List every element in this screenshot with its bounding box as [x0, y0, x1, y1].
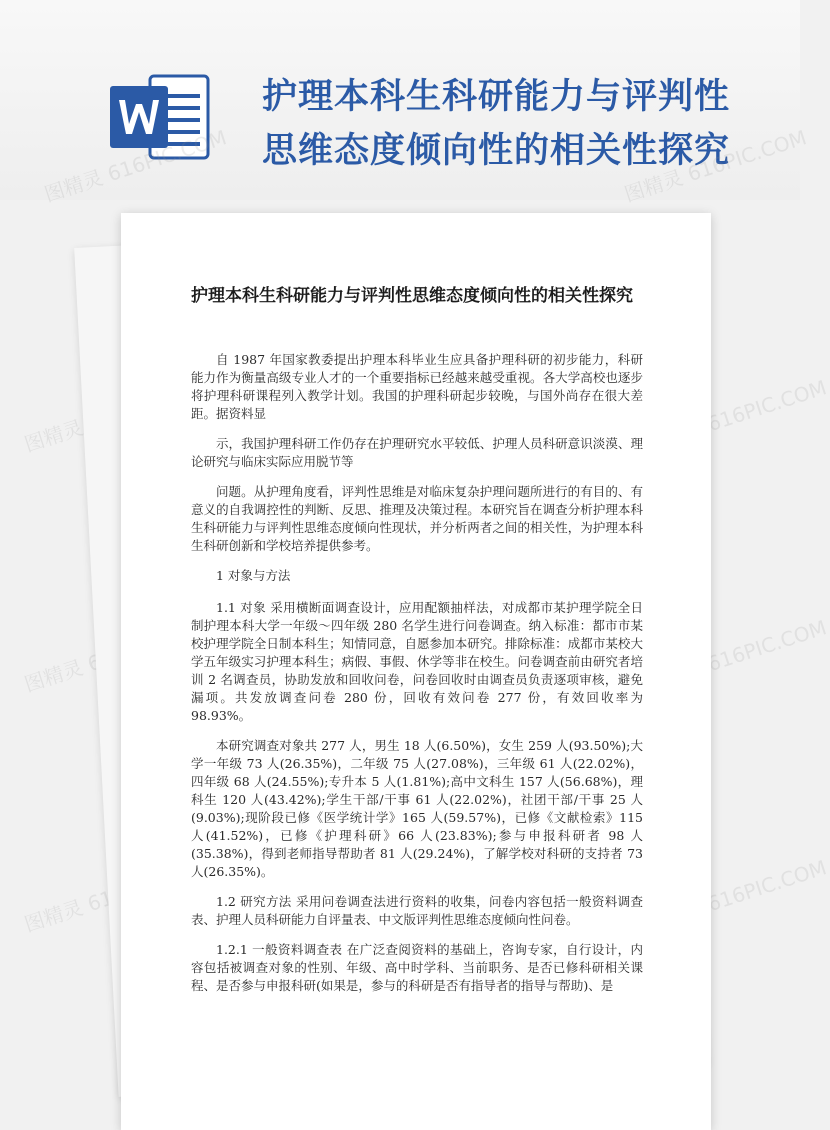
document-body: [191, 351, 643, 1007]
section-heading: 1 对象与方法: [216, 568, 291, 583]
paragraph: 自 1987 年国家教委提出护理本科毕业生应具备护理科研的初步能力，科研能力作为衡量高级专业人才的一个重要指标已经越来越受重视。各大学高校也逐步将护理科研课程列入教学计划。我国的护理科研起步较晚，与国外尚存在很大差距。据资料显: [191, 352, 643, 421]
banner: [0, 0, 800, 200]
watermark: 图精灵 616PIC.COM: [641, 615, 830, 697]
word-document-icon: [110, 72, 210, 162]
banner-title: [262, 70, 782, 178]
banner-title-line1: 护理本科生科研能力与评判性: [262, 77, 731, 117]
watermark: 图精灵 616PIC.COM: [641, 375, 830, 457]
paragraph: 1.2 研究方法 采用问卷调查法进行资料的收集，问卷内容包括一般资料调查表、护理人员科研能力自评量表、中文版评判性思维态度倾向性问卷。: [191, 894, 643, 927]
document-page: [121, 213, 711, 1130]
paragraph: 示，我国护理科研工作仍存在护理研究水平较低、护理人员科研意识淡漠、理论研究与临床实际应用脱节等: [191, 436, 643, 469]
watermark: 图精灵: [21, 655, 86, 697]
paragraph: 本研究调查对象共 277 人，男生 18 人(6.50%)，女生 259 人(93.50%);大学一年级 73 人(26.35%)，二年级 75 人(27.08%)，三年级 61 人(22.02%)，四年级 68 人(24.55%);专升本 5 人(1.81%);高中文科生 157 人(56.68%)，理科生 120 人(43.42%);学生干部/干事 61 人(22.02%)，社团干部/干事 25 人(9.03%);现阶段已修《医学统计学》165 人(59.57%)，已修《文献检索》115 人(41.52%)，已修《护理科研》66 人(23.83%);参与申报科研者 98 人(35.38%)，得到老师指导帮助者 81 人(29.24%)，了解学校对科研的支持者 73 人(26.35%)。: [191, 738, 643, 879]
paragraph: 1.1 对象 采用横断面调查设计，应用配额抽样法，对成都市某护理学院全日制护理本科大学一年级～四年级 280 名学生进行问卷调查。纳入标准：都市市某校护理学院全日制本科生；知情同意，自愿参加本研究。排除标准：成都市某校大学五年级实习护理本科生；病假、事假、休学等非在校生。问卷调查前由研究者培训 2 名调查员，协助发放和回收问卷，问卷回收时由调查员负责逐项审核，避免漏项。共发放调查问卷 280 份，回收有效问卷 277 份，有效回收率为 98.93%。: [191, 600, 643, 723]
watermark: 图精灵 616PIC.COM: [641, 855, 830, 937]
paragraph: 问题。从护理角度看，评判性思维是对临床复杂护理问题所进行的有目的、有意义的自我调控性的判断、反思、推理及决策过程。本研究旨在调查分析护理本科生科研能力与评判性思维态度倾向性现状，并分析两者之间的相关性，为护理本科生科研创新和学校培养提供参考。: [191, 484, 643, 553]
watermark: 图精灵: [21, 895, 86, 937]
paragraph: 1.2.1 一般资料调查表 在广泛查阅资料的基础上，咨询专家，自行设计，内容包括被调查对象的性别、年级、高中时学科、当前职务、是否已修科研相关课程、是否参与申报科研(如果是，参与的科研是否有指导者的指导与帮助)、是: [191, 942, 643, 993]
watermark: 图精灵: [21, 415, 86, 457]
banner-title-line2: 思维态度倾向性的相关性探究: [262, 131, 731, 171]
document-title: 护理本科生科研能力与评判性思维态度倾向性的相关性探究: [191, 286, 633, 306]
